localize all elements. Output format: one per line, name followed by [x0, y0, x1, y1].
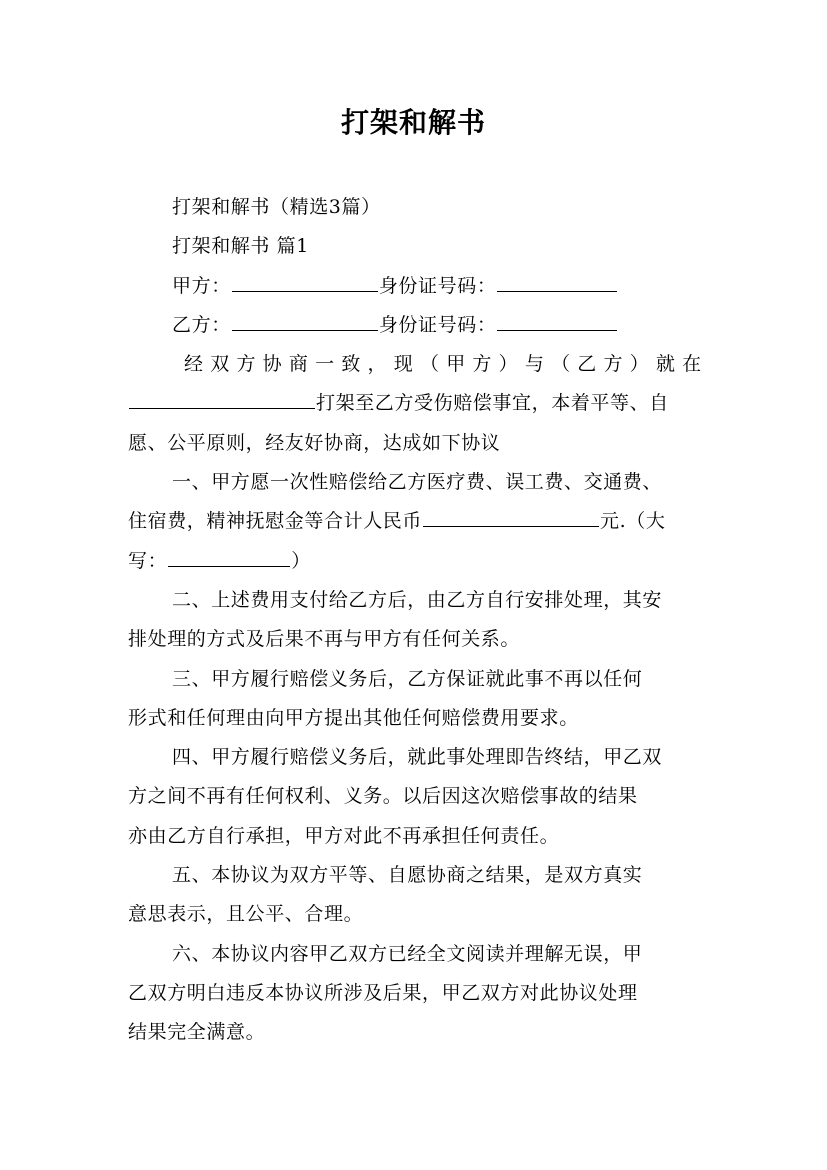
intro-line-1-char: 经 — [184, 353, 204, 376]
party-a-row — [128, 267, 702, 306]
clause-1-line-3 — [128, 542, 702, 581]
clause-1-line-2 — [128, 502, 702, 541]
clause-6-line-1: 六、本协议内容甲乙双方已经全文阅读并理解无误，甲 — [172, 942, 643, 965]
party-b-label: 乙方： — [172, 313, 231, 336]
clause-1-line-1: 一、甲方愿一次性赔偿给乙方医疗费、误工费、交通费、 — [172, 471, 663, 494]
intro-line-1-char: 方 — [472, 353, 493, 376]
clause-4-line-3: 亦由乙方自行承担，甲方对此不再承担任何责任。 — [128, 824, 560, 847]
amount-blank — [423, 504, 599, 527]
intro-line-1 — [128, 345, 702, 384]
document-subtitle: 打架和解书（精选3篇） — [172, 196, 381, 218]
clause-2-line-1: 二、上述费用支付给乙方后，由乙方自行安排处理，其安 — [172, 588, 663, 611]
document-title: 打架和解书 — [340, 106, 486, 139]
intro-line-2 — [128, 384, 702, 423]
clause-4-line-1: 四、甲方履行赔偿义务后，就此事处理即告终结，甲乙双 — [172, 746, 663, 769]
clause-1-line-3-prefix: 写： — [128, 549, 168, 572]
clause-1-line-2-prefix: 住宿费，精神抚慰金等合计人民币 — [128, 510, 423, 533]
clause-3-line-2: 形式和任何理由向甲方提出其他任何赔偿费用要求。 — [128, 706, 579, 729]
clause-6-line-2: 乙双方明白违反本协议所涉及后果，甲乙双方对此协议处理 — [128, 981, 638, 1004]
clause-3-line-1: 三、甲方履行赔偿义务后，乙方保证就此事不再以任何 — [172, 667, 643, 690]
incident-location-blank — [129, 386, 315, 409]
intro-line-1-char: 方 — [236, 353, 257, 376]
party-b-id-blank — [497, 308, 617, 331]
intro-line-1-char: 现 — [393, 353, 414, 376]
clause-5-line-2: 意思表示，且公平、合理。 — [128, 903, 364, 926]
section-heading: 打架和解书 篇1 — [172, 235, 309, 258]
intro-line-1-char: 甲 — [446, 353, 466, 376]
amount-uppercase-blank — [168, 544, 290, 567]
intro-line-1-char: （ — [419, 353, 440, 376]
intro-line-1-char: 与 — [524, 353, 545, 376]
clause-5-line-1: 五、本协议为双方平等、自愿协商之结果，是双方真实 — [172, 864, 643, 887]
clause-2-line-2: 排处理的方式及后果不再与甲方有任何关系。 — [128, 628, 521, 651]
party-b-row — [128, 306, 702, 345]
intro-line-1-char: 在 — [682, 353, 702, 376]
intro-line-1-char: 方 — [603, 353, 624, 376]
clause-4-line-2: 方之间不再有任何权利、义务。以后因这次赔偿事故的结果 — [128, 785, 638, 808]
intro-line-1-char: 一 — [315, 353, 335, 376]
intro-line-1-char: 就 — [655, 353, 676, 376]
intro-line-2-text: 打架至乙方受伤赔偿事宜，本着平等、自 — [316, 392, 669, 415]
party-a-id-label: 身份证号码： — [378, 274, 497, 297]
intro-line-1-char: ） — [498, 353, 519, 376]
intro-line-1-char: 双 — [210, 353, 230, 376]
party-b-id-label: 身份证号码： — [378, 313, 497, 336]
document-body — [128, 188, 702, 1053]
clause-1-line-3-suffix: ） — [291, 549, 311, 572]
intro-line-1-char: ） — [629, 353, 650, 376]
clause-6-line-3: 结果完全满意。 — [128, 1021, 266, 1044]
intro-line-1-char: 乙 — [577, 353, 597, 376]
party-a-id-blank — [497, 269, 617, 292]
intro-line-1-char: 商 — [288, 353, 309, 376]
intro-line-3: 愿、公平原则，经友好协商，达成如下协议 — [128, 431, 501, 454]
party-a-label: 甲方： — [172, 274, 231, 297]
intro-line-1-char: ， — [367, 353, 388, 376]
intro-line-1-char: 致 — [341, 353, 361, 376]
intro-line-1-char: （ — [551, 353, 571, 376]
party-a-name-blank — [232, 269, 378, 292]
clause-1-line-2-suffix: 元.（大 — [600, 510, 666, 533]
party-b-name-blank — [232, 308, 378, 331]
intro-line-1-char: 协 — [262, 353, 283, 376]
